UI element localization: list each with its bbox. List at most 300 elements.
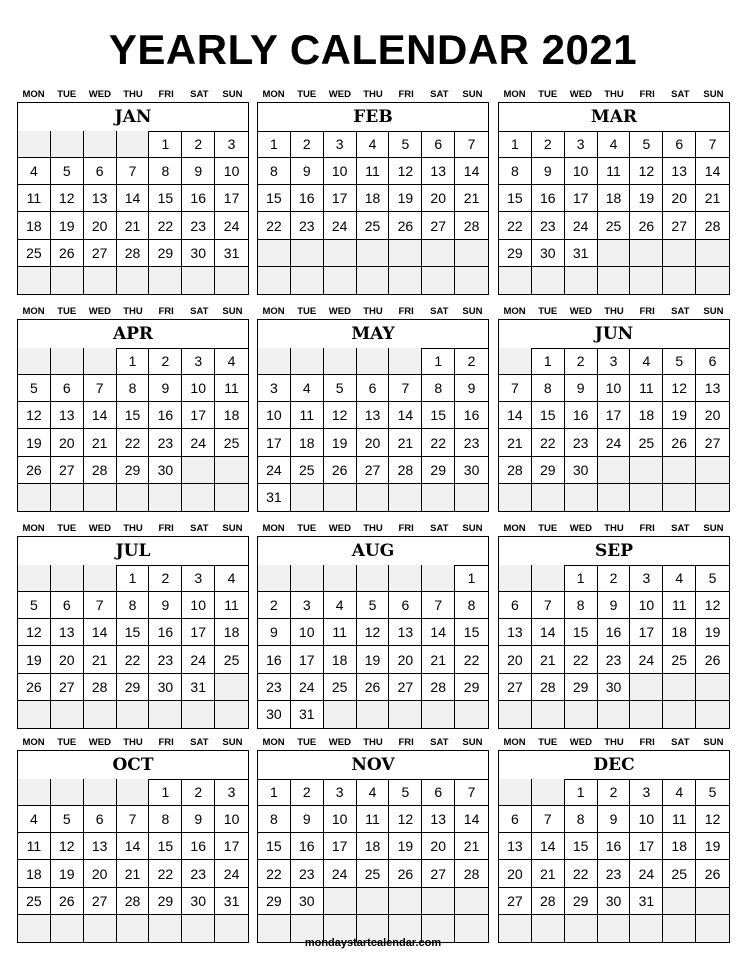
day-cell: 15 [532,402,565,429]
empty-day-cell [258,565,291,592]
weekday-label: TUE [538,737,558,748]
day-cell: 28 [499,457,532,484]
day-cell: 5 [18,592,51,619]
day-cell: 8 [565,806,598,833]
day-cell: 23 [182,212,215,239]
weekday-label: SAT [671,523,690,534]
weekday-label: WED [88,737,111,748]
weekday-label: TUE [57,737,77,748]
day-cell: 2 [182,779,215,806]
day-cell: 11 [630,375,663,402]
day-cell: 4 [324,592,357,619]
day-cell: 16 [598,619,631,646]
weekday-label: THU [123,306,143,317]
weekday-header-row [17,522,249,536]
month-name: MAY [258,320,488,349]
day-cell: 3 [258,375,291,402]
day-cell: 27 [499,888,532,915]
day-cell: 19 [51,212,84,239]
day-cell: 25 [663,646,696,673]
empty-day-cell [18,131,51,158]
month-grid [498,102,730,295]
day-cell: 21 [532,860,565,887]
day-cell: 14 [532,833,565,860]
weekday-header-row [257,88,489,102]
empty-day-cell [630,484,663,511]
empty-day-cell [149,701,182,728]
day-cell: 18 [215,619,248,646]
empty-day-cell [291,348,324,375]
day-cell: 10 [291,619,324,646]
day-cell: 16 [182,833,215,860]
day-cell: 1 [117,348,150,375]
day-cell: 23 [258,674,291,701]
empty-day-cell [598,484,631,511]
empty-day-cell [455,701,488,728]
weekday-label: WED [328,89,351,100]
day-cell: 20 [422,185,455,212]
weekday-label: FRI [639,737,655,748]
day-cell: 7 [117,158,150,185]
day-cell: 9 [258,619,291,646]
empty-day-cell [258,240,291,267]
empty-day-cell [215,674,248,701]
day-cell: 1 [565,779,598,806]
weekday-label: FRI [158,737,174,748]
weekday-label: WED [88,89,111,100]
empty-day-cell [696,701,729,728]
weekday-label: SUN [703,523,724,534]
day-cell: 14 [84,402,117,429]
day-cell: 30 [149,457,182,484]
month-grid [17,319,249,512]
day-cell: 28 [117,888,150,915]
day-cell: 15 [258,185,291,212]
weekday-label: SAT [190,89,209,100]
day-cell: 4 [663,779,696,806]
weekday-label: WED [569,306,592,317]
weekday-label: SAT [671,89,690,100]
empty-day-cell [182,701,215,728]
month-name: FEB [258,103,488,132]
day-cell: 7 [696,131,729,158]
day-cell: 26 [18,457,51,484]
weekday-label: SUN [222,523,243,534]
day-cell: 27 [51,457,84,484]
day-cell: 23 [455,429,488,456]
month-name: APR [18,320,248,349]
day-cell: 15 [499,185,532,212]
day-cell: 19 [389,833,422,860]
empty-day-cell [18,484,51,511]
day-cell: 18 [18,212,51,239]
day-cell: 1 [149,131,182,158]
day-cell: 21 [84,646,117,673]
day-cell: 22 [117,429,150,456]
day-cell: 3 [215,131,248,158]
day-cell: 2 [149,565,182,592]
day-cells [258,348,488,511]
day-cell: 27 [389,674,422,701]
day-cell: 6 [499,592,532,619]
day-cell: 6 [422,779,455,806]
month-grid [498,319,730,512]
weekday-label: WED [569,89,592,100]
day-cell: 11 [357,158,390,185]
empty-day-cell [499,565,532,592]
weekday-label: SAT [430,89,449,100]
empty-day-cell [389,240,422,267]
weekday-header-row [498,305,730,319]
day-cell: 17 [182,402,215,429]
day-cell: 26 [663,429,696,456]
day-cell: 28 [455,860,488,887]
empty-day-cell [84,779,117,806]
day-cell: 5 [389,779,422,806]
empty-day-cell [598,701,631,728]
month-name: MAR [499,103,729,132]
day-cell: 6 [499,806,532,833]
day-cell: 5 [696,779,729,806]
day-cell: 22 [117,646,150,673]
day-cell: 11 [663,592,696,619]
weekday-label: TUE [57,523,77,534]
day-cell: 1 [532,348,565,375]
day-cell: 17 [258,429,291,456]
day-cell: 19 [324,429,357,456]
day-cell: 31 [215,240,248,267]
day-cell: 11 [18,185,51,212]
empty-day-cell [291,565,324,592]
day-cell: 2 [598,565,631,592]
day-cell: 4 [18,806,51,833]
day-cell: 13 [422,158,455,185]
day-cell: 4 [630,348,663,375]
day-cell: 9 [182,158,215,185]
month-name: JAN [18,103,248,132]
day-cells [18,779,248,942]
day-cell: 25 [324,674,357,701]
empty-day-cell [696,457,729,484]
day-cell: 26 [696,860,729,887]
weekday-label: TUE [297,523,317,534]
day-cell: 26 [324,457,357,484]
day-cell: 7 [117,806,150,833]
empty-day-cell [389,701,422,728]
day-cell: 18 [357,185,390,212]
day-cell: 16 [532,185,565,212]
day-cell: 29 [565,674,598,701]
day-cell: 30 [258,701,291,728]
empty-day-cell [422,888,455,915]
weekday-header-row [257,522,489,536]
day-cell: 12 [389,806,422,833]
empty-day-cell [215,457,248,484]
day-cells [499,131,729,294]
weekday-label: SUN [222,306,243,317]
day-cell: 26 [51,888,84,915]
day-cell: 17 [565,185,598,212]
empty-day-cell [422,240,455,267]
day-cell: 25 [18,240,51,267]
weekday-label: MON [22,306,45,317]
day-cell: 21 [696,185,729,212]
day-cell: 10 [324,806,357,833]
weekday-label: SUN [462,737,483,748]
day-cell: 16 [291,833,324,860]
day-cell: 10 [215,806,248,833]
day-cell: 10 [182,375,215,402]
day-cell: 25 [357,860,390,887]
day-cell: 6 [663,131,696,158]
day-cell: 6 [389,592,422,619]
day-cell: 10 [215,158,248,185]
day-cells [258,565,488,728]
empty-day-cell [258,348,291,375]
day-cell: 29 [422,457,455,484]
weekday-label: WED [569,523,592,534]
day-cells [18,348,248,511]
day-cell: 5 [696,565,729,592]
empty-day-cell [499,348,532,375]
day-cell: 21 [455,185,488,212]
empty-day-cell [258,267,291,294]
weekday-label: THU [123,523,143,534]
day-cell: 29 [532,457,565,484]
weekday-label: THU [604,523,624,534]
day-cell: 16 [455,402,488,429]
day-cell: 13 [51,619,84,646]
day-cell: 5 [389,131,422,158]
weekday-label: MON [22,523,45,534]
weekday-label: MON [262,306,285,317]
empty-day-cell [18,565,51,592]
weekday-label: TUE [538,306,558,317]
day-cell: 8 [117,592,150,619]
day-cell: 15 [149,185,182,212]
day-cells [18,565,248,728]
empty-day-cell [149,267,182,294]
day-cell: 22 [149,860,182,887]
day-cell: 1 [499,131,532,158]
month-name: NOV [258,751,488,780]
weekday-label: FRI [639,523,655,534]
day-cell: 24 [215,212,248,239]
day-cell: 20 [499,646,532,673]
empty-day-cell [499,701,532,728]
empty-day-cell [422,484,455,511]
day-cell: 4 [663,565,696,592]
empty-day-cell [455,484,488,511]
empty-day-cell [357,888,390,915]
empty-day-cell [291,267,324,294]
site-footer: mondaystartcalendar.com [304,937,442,949]
day-cells [18,131,248,294]
empty-day-cell [84,701,117,728]
day-cell: 23 [291,860,324,887]
empty-day-cell [357,348,390,375]
day-cell: 6 [84,806,117,833]
month-grid [257,750,489,943]
day-cell: 24 [598,429,631,456]
day-cell: 13 [389,619,422,646]
day-cell: 1 [455,565,488,592]
empty-day-cell [630,701,663,728]
day-cell: 12 [696,806,729,833]
day-cell: 17 [215,833,248,860]
empty-day-cell [532,484,565,511]
day-cell: 10 [565,158,598,185]
empty-day-cell [182,267,215,294]
day-cell: 3 [598,348,631,375]
day-cell: 13 [499,833,532,860]
day-cell: 30 [182,240,215,267]
day-cell: 9 [291,806,324,833]
day-cell: 21 [499,429,532,456]
day-cell: 7 [455,131,488,158]
day-cell: 14 [696,158,729,185]
empty-day-cell [324,565,357,592]
day-cell: 12 [324,402,357,429]
weekday-header-row [17,88,249,102]
weekday-label: MON [503,89,526,100]
weekday-label: MON [262,737,285,748]
day-cell: 28 [389,457,422,484]
month-grid [498,750,730,943]
day-cell: 20 [51,646,84,673]
empty-day-cell [18,348,51,375]
empty-day-cell [117,267,150,294]
day-cell: 20 [51,429,84,456]
empty-day-cell [455,267,488,294]
weekday-label: SUN [703,89,724,100]
empty-day-cell [51,484,84,511]
empty-day-cell [117,779,150,806]
day-cell: 12 [696,592,729,619]
day-cell: 24 [324,860,357,887]
empty-day-cell [598,267,631,294]
day-cell: 2 [291,779,324,806]
day-cells [499,348,729,511]
empty-day-cell [630,240,663,267]
empty-day-cell [117,701,150,728]
day-cell: 11 [291,402,324,429]
weekday-label: SAT [190,523,209,534]
weekday-label: THU [363,306,383,317]
day-cell: 5 [357,592,390,619]
day-cell: 27 [422,860,455,887]
empty-day-cell [324,888,357,915]
empty-day-cell [84,267,117,294]
day-cell: 2 [149,348,182,375]
weekday-label: FRI [398,306,414,317]
empty-day-cell [324,701,357,728]
empty-day-cell [663,267,696,294]
weekday-label: THU [604,306,624,317]
weekday-label: MON [503,737,526,748]
empty-day-cell [51,779,84,806]
weekday-header-row [17,305,249,319]
day-cell: 14 [422,619,455,646]
day-cell: 19 [696,833,729,860]
day-cell: 23 [598,646,631,673]
day-cell: 26 [18,674,51,701]
day-cell: 1 [149,779,182,806]
empty-day-cell [357,484,390,511]
day-cell: 12 [51,185,84,212]
empty-day-cell [455,888,488,915]
day-cell: 11 [663,806,696,833]
month-name: JUL [18,537,248,566]
weekday-header-row [257,305,489,319]
day-cell: 3 [215,779,248,806]
weekday-label: THU [363,737,383,748]
day-cell: 12 [663,375,696,402]
weekday-label: FRI [398,523,414,534]
empty-day-cell [18,267,51,294]
day-cell: 21 [455,833,488,860]
day-cell: 29 [117,674,150,701]
weekday-label: FRI [398,89,414,100]
day-cell: 17 [291,646,324,673]
day-cell: 3 [630,779,663,806]
day-cell: 31 [182,674,215,701]
month-name: OCT [18,751,248,780]
day-cell: 8 [565,592,598,619]
weekday-label: FRI [639,306,655,317]
day-cell: 25 [215,646,248,673]
empty-day-cell [84,131,117,158]
day-cell: 28 [696,212,729,239]
empty-day-cell [324,348,357,375]
day-cell: 31 [630,888,663,915]
day-cell: 29 [258,888,291,915]
day-cell: 29 [565,888,598,915]
day-cell: 2 [182,131,215,158]
day-cell: 8 [455,592,488,619]
day-cell: 21 [389,429,422,456]
day-cell: 22 [422,429,455,456]
day-cells [258,779,488,942]
day-cell: 12 [18,619,51,646]
day-cells [499,779,729,942]
day-cell: 21 [117,212,150,239]
empty-day-cell [598,240,631,267]
day-cell: 10 [598,375,631,402]
day-cell: 24 [215,860,248,887]
day-cell: 6 [84,158,117,185]
day-cell: 14 [455,806,488,833]
day-cell: 10 [630,592,663,619]
weekday-label: TUE [297,89,317,100]
day-cell: 24 [630,860,663,887]
day-cell: 11 [18,833,51,860]
weekday-label: WED [328,306,351,317]
day-cell: 24 [565,212,598,239]
weekday-label: SUN [462,523,483,534]
day-cell: 25 [291,457,324,484]
day-cell: 22 [149,212,182,239]
day-cell: 9 [182,806,215,833]
day-cell: 1 [422,348,455,375]
day-cell: 10 [630,806,663,833]
day-cell: 16 [565,402,598,429]
day-cell: 6 [422,131,455,158]
empty-day-cell [499,484,532,511]
day-cell: 25 [598,212,631,239]
weekday-label: THU [604,737,624,748]
day-cell: 15 [117,619,150,646]
